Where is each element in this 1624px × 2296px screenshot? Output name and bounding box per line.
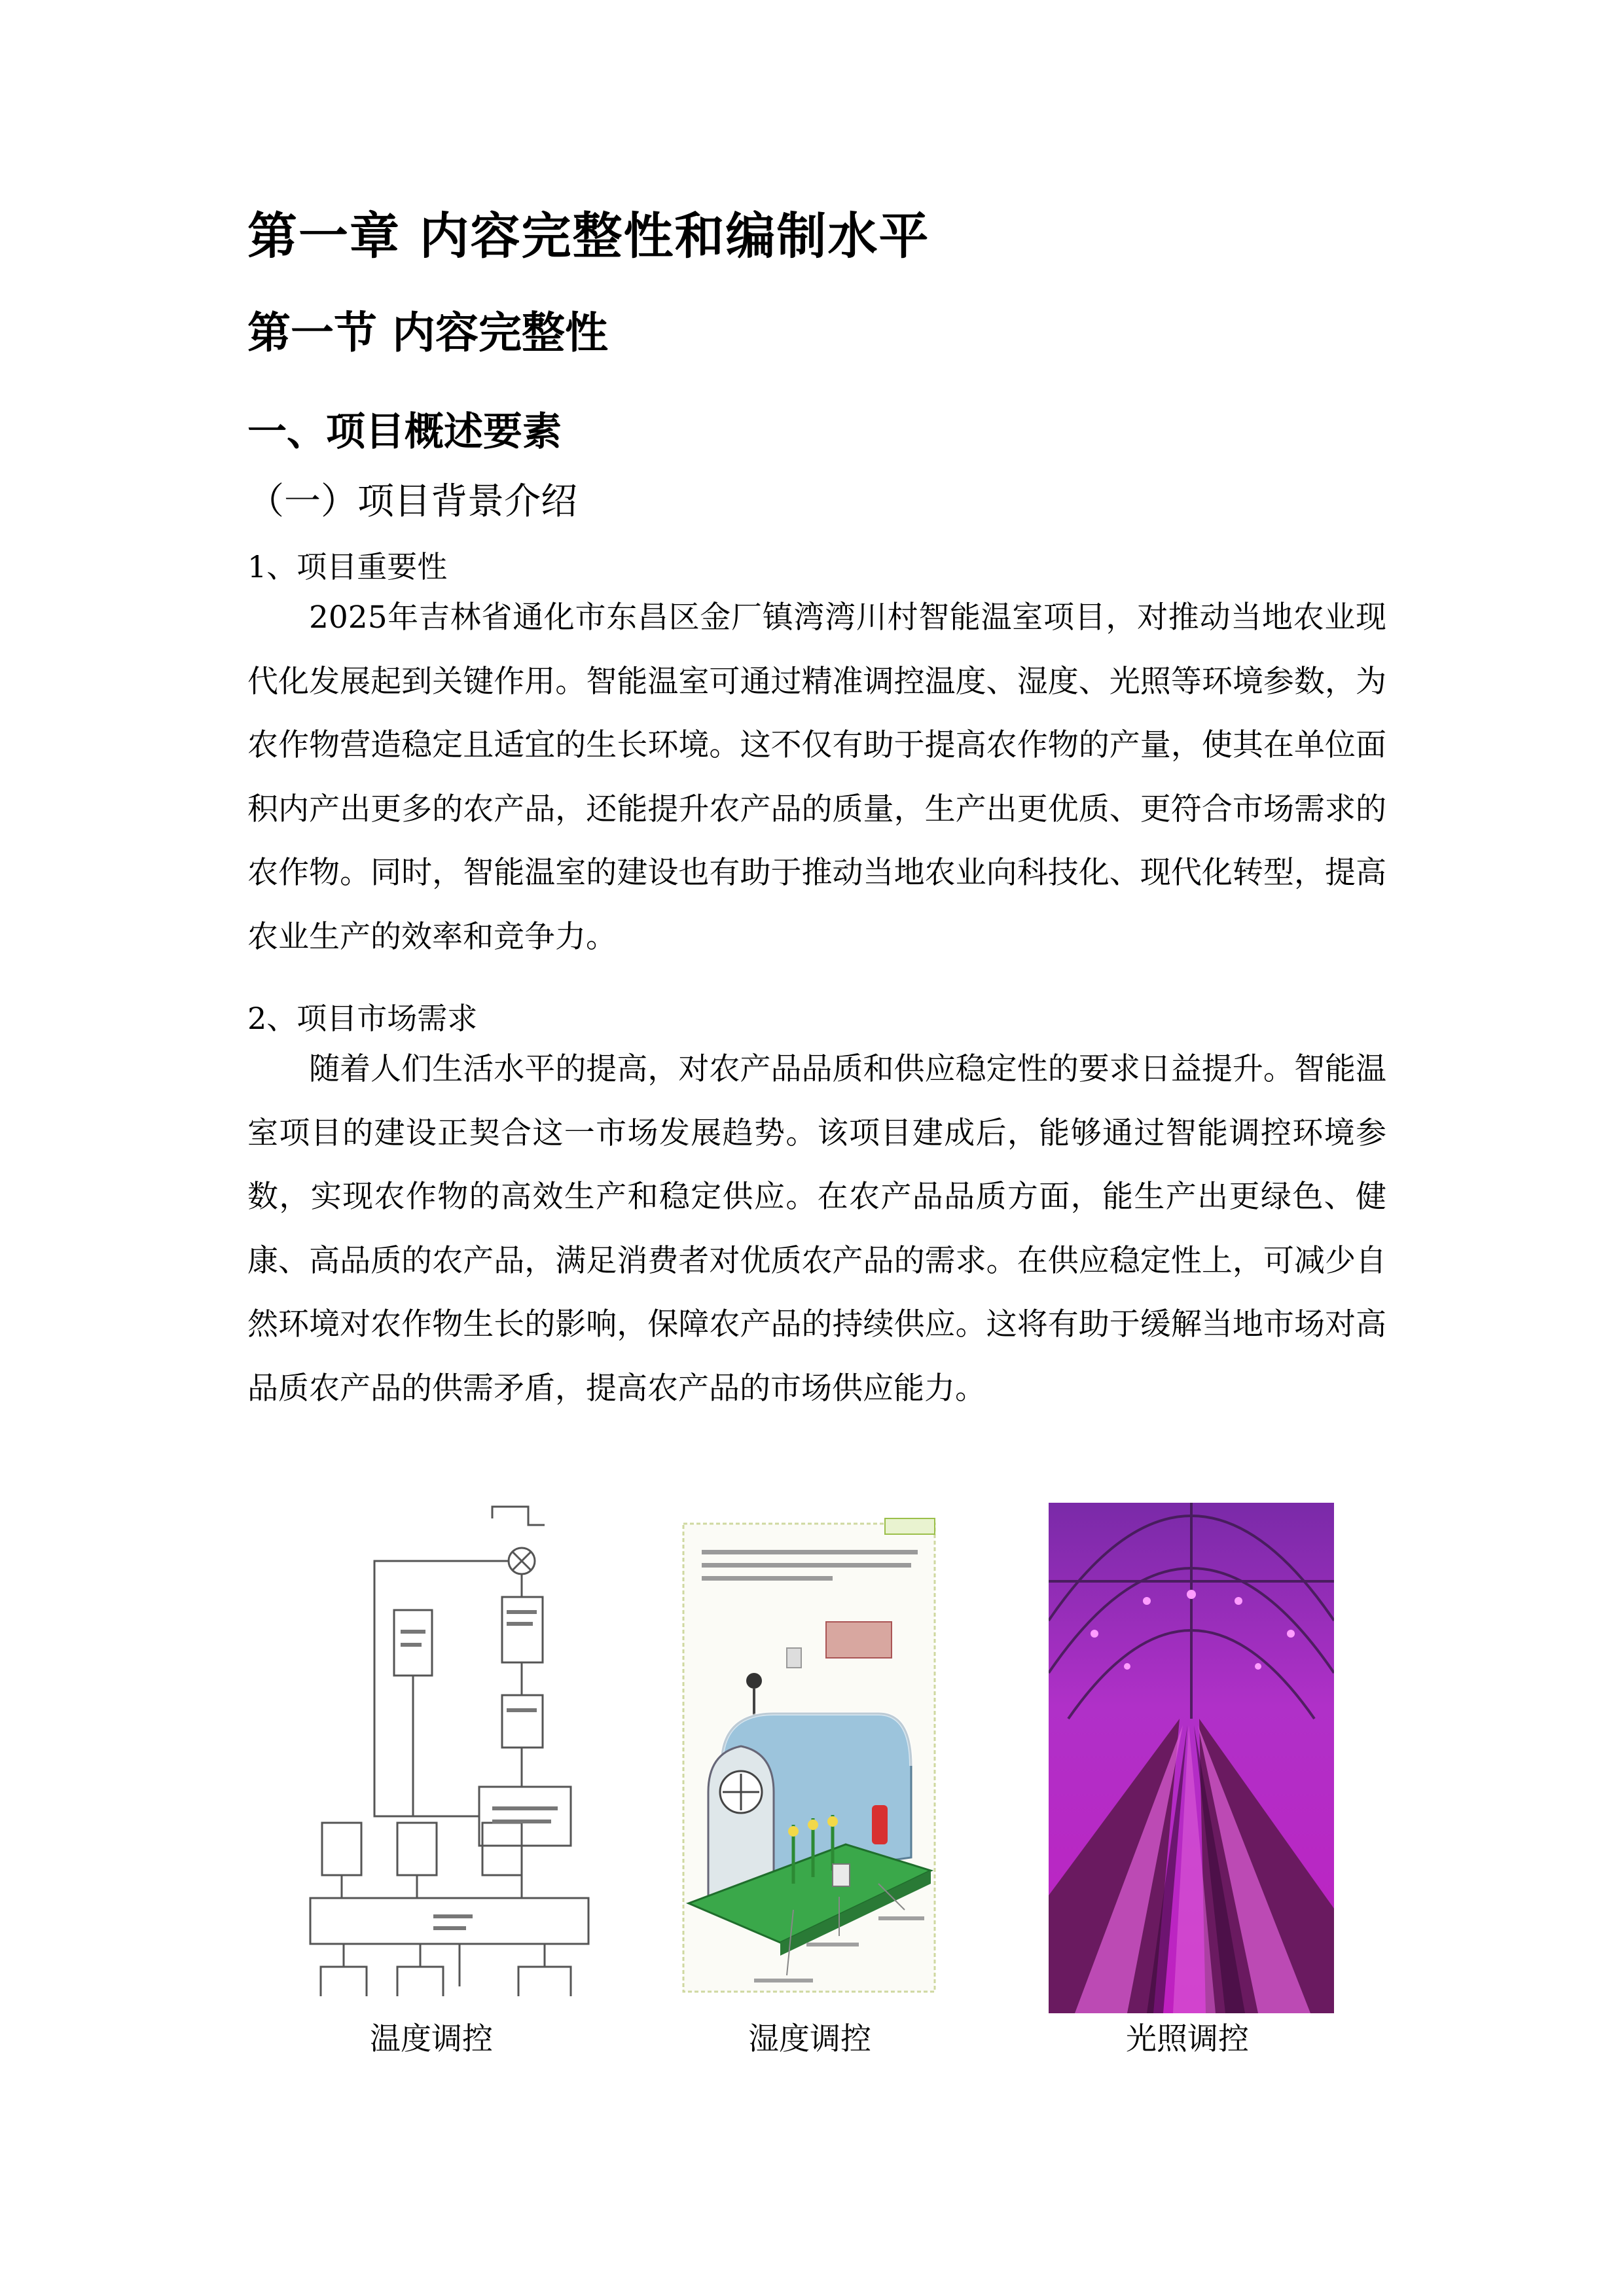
figure-caption-humidity: 湿度调控 [748, 2021, 871, 2057]
temperature-control-diagram [302, 1499, 604, 1996]
figure-caption-light: 光照调控 [1126, 2021, 1249, 2057]
figure-caption-temperature: 温度调控 [370, 2021, 493, 2057]
item2-paragraph: 随着人们生活水平的提高，对农产品品质和供应稳定性的要求日益提升。智能温室项目的建设正契合这一市场发展趋势。该项目建成后，能够通过智能调控环境参数，实现农作物的高效生产和稳定供应。在农产品品质方面，能生产出更绿色、健康、高品质的农产品，满足消费者对优质农产品的需求。在供应稳定性上，可减少自然环境对农作物生长的影响，保障农产品的持续供应。这将有助于缓解当地市场对高品质农产品的供需矛盾，提高农产品的市场供应能力。 [247, 1051, 1386, 1407]
light-control-photo [1049, 1503, 1334, 2013]
humidity-control-illustration [682, 1517, 937, 1995]
section-title: 第一节 内容完整性 [247, 308, 608, 358]
item1-heading: 1、项目重要性 [247, 549, 448, 584]
sub-subsection-title: （一）项目背景介绍 [247, 480, 577, 523]
item1-paragraph: 2025年吉林省通化市东昌区金厂镇湾湾川村智能温室项目，对推动当地农业现代化发展起到关键作用。智能温室可通过精准调控温度、湿度、光照等环境参数，为农作物营造稳定且适宜的生长环境。这不仅有助于提高农作物的产量，使其在单位面积内产出更多的农产品，还能提升农产品的质量，生产出更优质、更符合市场需求的农作物。同时，智能温室的建设也有助于推动当地农业向科技化、现代化转型，提高农业生产的效率和竞争力。 [247, 600, 1386, 955]
item2-heading: 2、项目市场需求 [247, 1001, 478, 1036]
subsection-title: 一、项目概述要素 [247, 409, 562, 455]
chapter-title: 第一章 内容完整性和编制水平 [247, 207, 930, 265]
